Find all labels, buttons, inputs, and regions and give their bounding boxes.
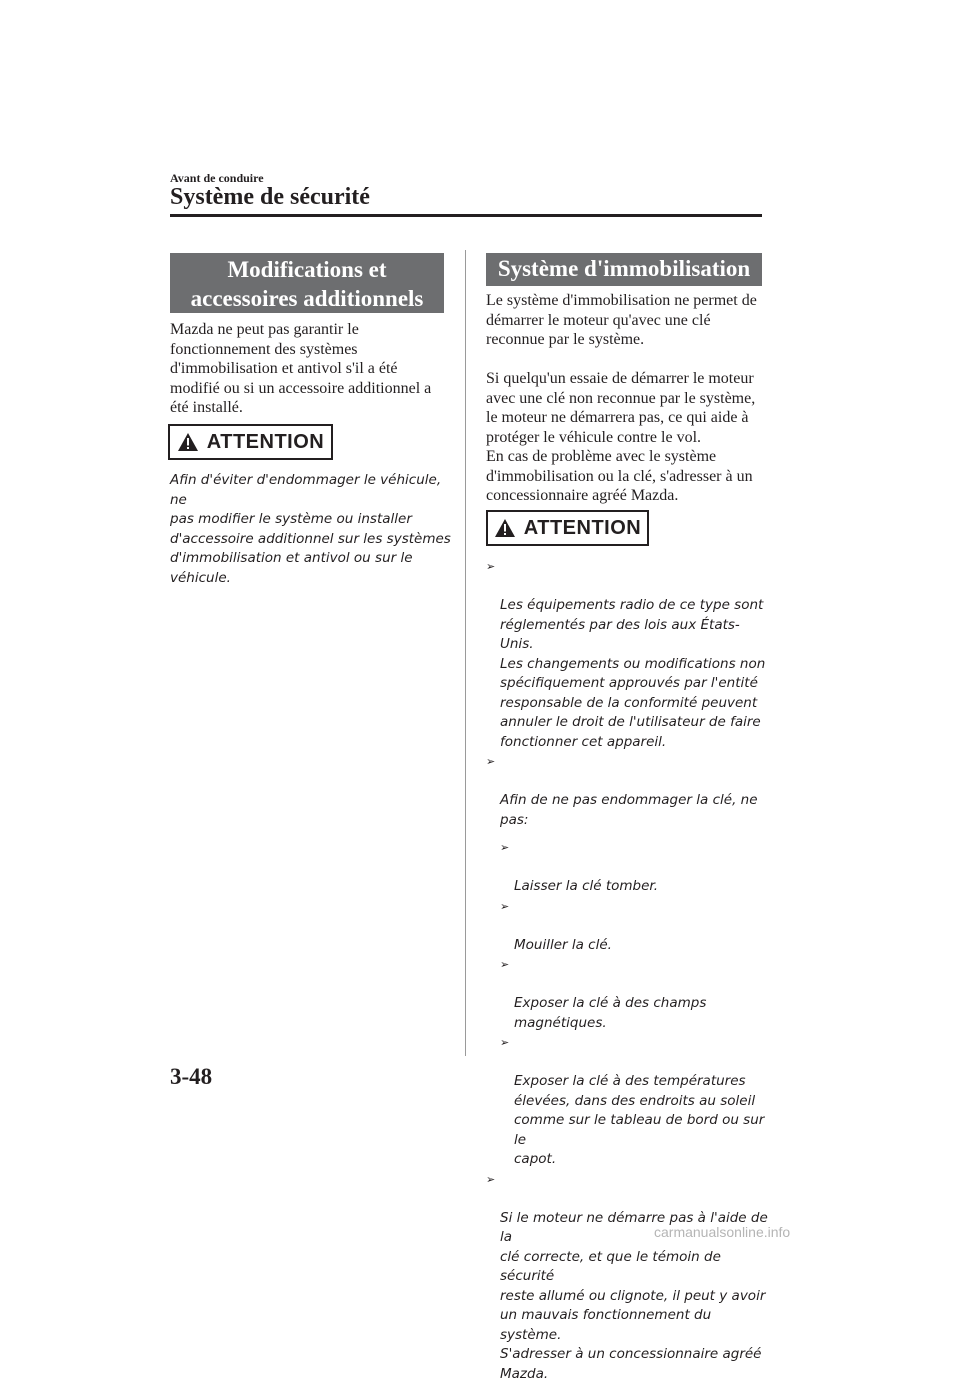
list-item: [486, 557, 771, 752]
sublist-item: [500, 897, 771, 956]
list-item-text: Les équipements radio de ce type sont réglementés par des lois aux États-Unis. Les changements ou modifications non spécifiquement approuvés par l'entité responsable de la conformité peuvent annuler le droit de l'utilisateur de faire fonctionner cet appareil.: [500, 597, 765, 750]
sublist-item: [500, 1033, 771, 1170]
arrow-bullet-icon: ➢: [486, 557, 495, 577]
sublist-item: [500, 955, 771, 1033]
list-item: [486, 752, 771, 830]
sublist-item-text: Exposer la clé à des champs magnétiques.: [514, 995, 706, 1031]
header-rule: [170, 214, 762, 217]
sublist: [486, 838, 771, 1170]
arrow-bullet-icon: ➢: [500, 955, 509, 975]
modifications-paragraph: Mazda ne peut pas garantir le fonctionnement des systèmes d'immobilisation et antivol s'il a été modifié ou si un accessoire additionnel a été installé.: [170, 320, 460, 418]
attention-label-left: ATTENTION: [207, 431, 324, 454]
caution-text-left: Afin d'éviter d'endommager le véhicule, ne pas modifier le système ou installer d'accessoire additionnel sur les systèmes d'immobilisation et antivol ou sur le véhicule.: [170, 471, 460, 588]
arrow-bullet-icon: ➢: [500, 838, 509, 858]
page-number: 3-48: [170, 1064, 212, 1090]
chapter-title: Avant de conduire: [170, 171, 264, 186]
list-item-text: Afin de ne pas endommager la clé, ne pas:: [500, 792, 758, 828]
column-divider: [465, 250, 466, 1056]
sublist-item-text: Laisser la clé tomber.: [514, 878, 658, 894]
heading-modifications-text: Modifications et accessoires additionnels: [170, 255, 444, 313]
sublist-item-text: Exposer la clé à des températures élevées, dans des endroits au soleil comme sur le tableau de bord ou sur le capot.: [514, 1073, 764, 1167]
section-title: Système de sécurité: [170, 184, 370, 211]
watermark: carmanualsonline.info: [654, 1224, 790, 1240]
sublist-item: [500, 838, 771, 897]
attention-box-left: [168, 424, 333, 460]
arrow-bullet-icon: ➢: [486, 1170, 495, 1190]
immobilisation-paragraph-1: Le système d'immobilisation ne permet de démarrer le moteur qu'avec une clé reconnue par le système.: [486, 291, 771, 350]
heading-immobilisation: [486, 253, 762, 286]
heading-modifications: [170, 253, 444, 313]
heading-immobilisation-text: Système d'immobilisation: [498, 256, 750, 281]
list-item: [486, 1170, 771, 1384]
immobilisation-paragraph-2: Si quelqu'un essaie de démarrer le moteur avec une clé non reconnue par le système, le moteur ne démarrera pas, ce qui aide à protéger le véhicule contre le vol. En cas de problème avec le système d'immobilisation ou la clé, s'adresser à un concessionnaire agréé Mazda.: [486, 369, 771, 506]
attention-box-right: [486, 510, 649, 546]
arrow-bullet-icon: ➢: [500, 897, 509, 917]
attention-label-right: ATTENTION: [524, 517, 641, 540]
sublist-item-text: Mouiller la clé.: [514, 937, 612, 953]
caution-list-right: [486, 557, 771, 1384]
warning-icon: [177, 432, 199, 452]
arrow-bullet-icon: ➢: [486, 752, 495, 772]
arrow-bullet-icon: ➢: [500, 1033, 509, 1053]
warning-icon: [494, 518, 516, 538]
list-item-text: Si le moteur ne démarre pas à l'aide de la clé correcte, et que le témoin de sécurité reste allumé ou clignote, il peut y avoir un mauvais fonctionnement du système. S'adresser à un concessionnaire agréé Mazda.: [500, 1210, 768, 1382]
